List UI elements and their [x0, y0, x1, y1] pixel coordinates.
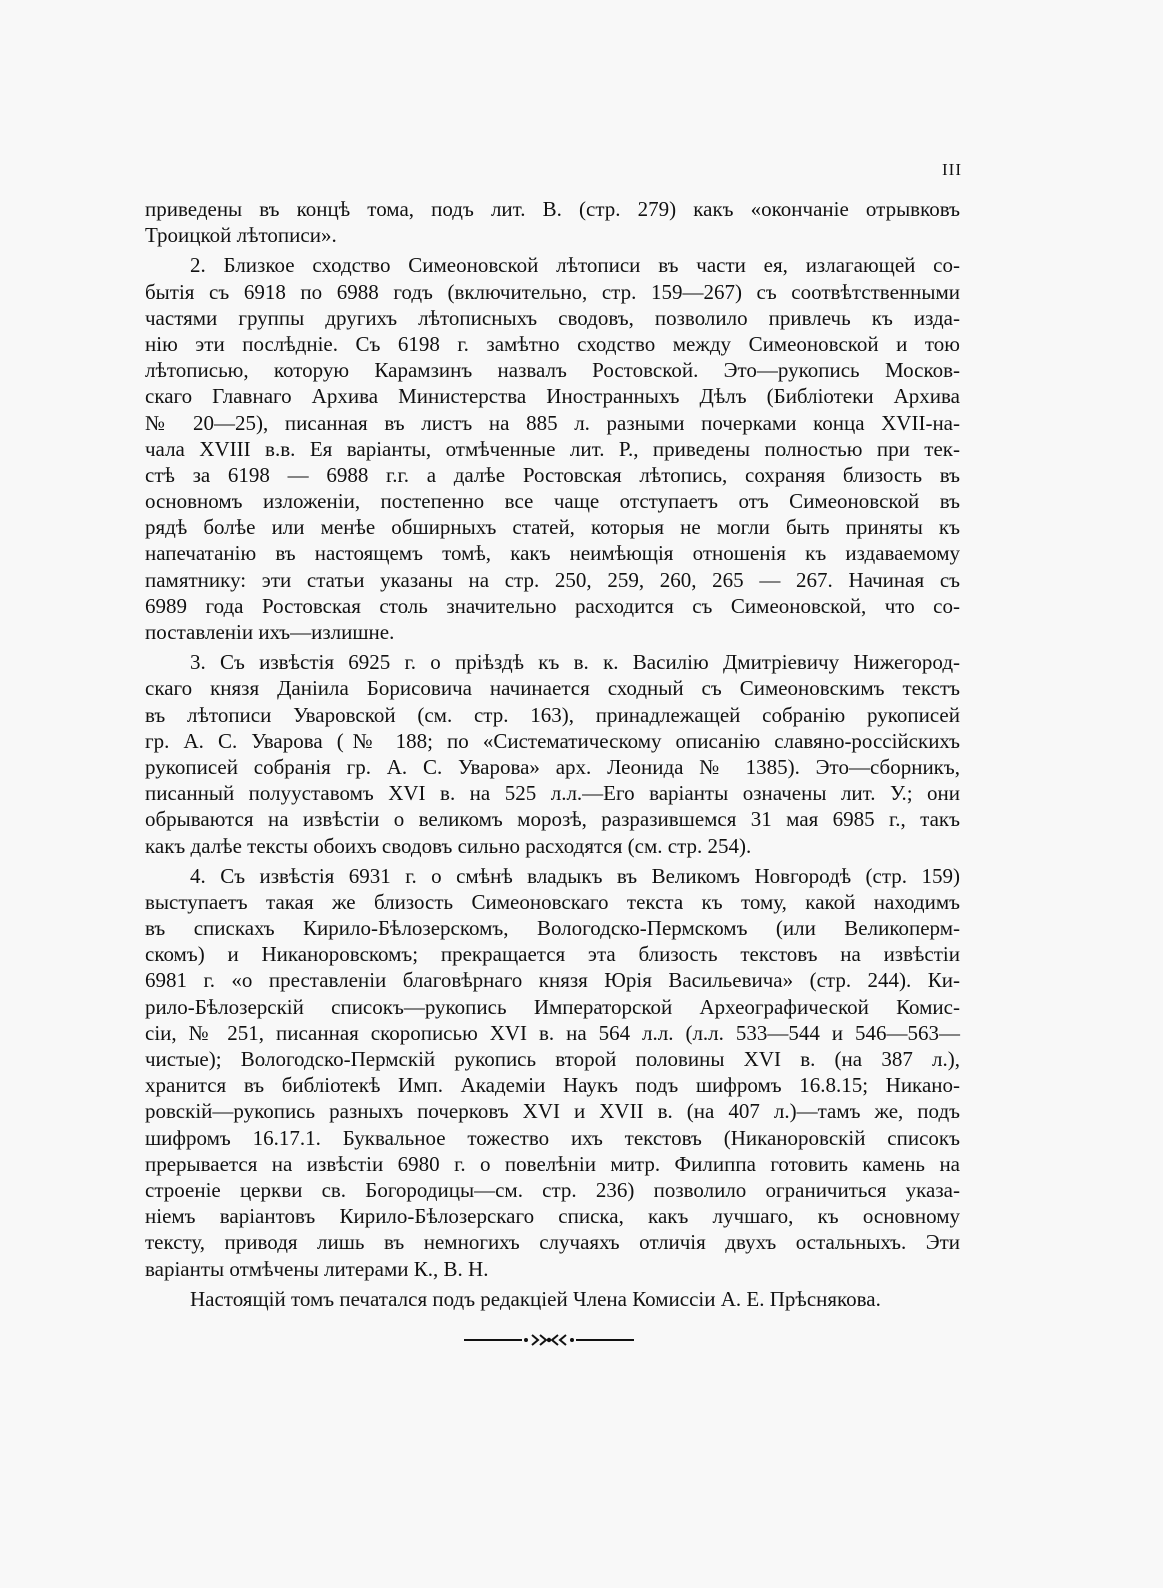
text-line: сіи, № 251, писанная скорописью XVI в. на 564 л.л. (л.л. 533—544 и 546—563—: [145, 1020, 960, 1045]
text-line: 6981 г. «о преставленіи благовѣрнаго князя Юрія Васильевича» (стр. 244). Ки-: [145, 968, 960, 993]
text-line: основномъ изложеніи, постепенно все чаще отступаетъ отъ Симеоновской въ: [145, 489, 960, 514]
text-line: какъ далѣе тексты обоихъ сводовъ сильно расходятся (см. стр. 254).: [145, 833, 752, 858]
text-line: чала XVIII в.в. Ея варіанты, отмѣченные лит. Р., приведены полностью при тек-: [145, 436, 960, 461]
text-line: въ спискахъ Кирило-Бѣлозерскомъ, Вологодско-Пермскомъ (или Великоперм-: [145, 916, 960, 941]
text-line: стѣ за 6198 — 6988 г.г. а далѣе Ростовская лѣтопись, сохраняя близость въ: [145, 462, 960, 487]
text-line: хранится въ библіотекѣ Имп. Академіи Наукъ подъ шифромъ 16.8.15; Никано-: [145, 1073, 960, 1098]
body-text: [145, 196, 960, 1312]
ornament-divider-icon: [464, 1333, 634, 1347]
text-line: № 20—25), писанная въ листъ на 885 л. разными почерками конца XVII-на-: [145, 410, 960, 435]
text-line: чистые); Вологодско-Пермскій рукопись второй половины XVI в. (на 387 л.),: [145, 1047, 960, 1071]
paragraph-3: [145, 649, 960, 859]
text-line: лѣтописью, которую Карамзинъ назвалъ Ростовской. Это—рукопись Москов-: [145, 358, 960, 383]
text-line: скаго князя Даніила Борисовича начинается сходный съ Симеоновскимъ текстъ: [145, 676, 960, 701]
text-line: обрываются на извѣстіи о великомъ морозѣ, разразившемся 31 мая 6985 г., такъ: [145, 807, 960, 832]
text-line: рукописей собранія гр. А. С. Уварова» арх. Леонида № 1385). Это—сборникъ,: [145, 754, 960, 779]
page-number: III: [942, 160, 962, 179]
text-line: памятнику: эти статьи указаны на стр. 250, 259, 260, 265 — 267. Начиная съ: [145, 567, 960, 592]
text-line: варіанты отмѣчены литерами К., В. Н.: [145, 1256, 489, 1281]
editor-note: Настоящій томъ печатался подъ редакціей Члена Комиссіи А. Е. Прѣснякова.: [190, 1286, 881, 1311]
text-line: частями группы другихъ лѣтописныхъ сводовъ, позволило привлечь къ изда-: [145, 305, 960, 330]
text-line: ніемъ варіантовъ Кирило-Бѣлозерскаго списка, какъ лучшаго, къ основному: [145, 1204, 960, 1229]
text-line: 4. Съ извѣстія 6931 г. о смѣнѣ владыкъ въ Великомъ Новгородѣ (стр. 159): [190, 863, 960, 888]
text-line: напечатанію въ настоящемъ томѣ, какъ неимѣющія отношенія къ издаваемому: [145, 541, 960, 566]
text-line: рядѣ болѣе или менѣе обширныхъ статей, которыя не могли быть приняты къ: [145, 515, 960, 540]
text-line: скаго Главнаго Архива Министерства Иностранныхъ Дѣлъ (Библіотеки Архива: [145, 384, 960, 409]
text-line: 3. Съ извѣстія 6925 г. о пріѣздѣ къ в. к. Василію Дмитріевичу Нижегород-: [190, 650, 960, 675]
text-line: скомъ) и Никаноровскомъ; прекращается эта близость текстовъ на извѣстіи: [145, 942, 960, 967]
text-line: Троицкой лѣтописи».: [145, 223, 337, 248]
text-line: писанный полууставомъ XVI в. на 525 л.л.—Его варіанты означены лит. У.; они: [145, 781, 960, 806]
text-line: шифромъ 16.17.1. Буквальное тожество ихъ текстовъ (Никаноровскій списокъ: [145, 1125, 960, 1150]
text-line: ровскій—рукопись разныхъ почерковъ XVI и XVII в. (на 407 л.)—тамъ же, подъ: [145, 1099, 960, 1124]
text-line: выступаетъ такая же близость Симеоновскаго текста къ тому, какой находимъ: [145, 889, 960, 914]
text-line: строеніе церкви св. Богородицы—см. стр. 236) позволило ограничиться указа-: [145, 1177, 960, 1202]
paragraph-4: [145, 863, 960, 1282]
text-line: въ лѣтописи Уваровской (см. стр. 163), принадлежащей собранію рукописей: [145, 702, 960, 727]
text-line: нію эти послѣдніе. Съ 6198 г. замѣтно сходство между Симеоновской и тою: [145, 331, 960, 356]
text-line: поставленіи ихъ—излишне.: [145, 620, 395, 644]
paragraph-continuation: [145, 196, 960, 248]
text-line: прерывается на извѣстіи 6980 г. о повелѣніи митр. Филиппа готовить камень на: [145, 1151, 960, 1176]
text-line: гр. А. С. Уварова (№ 188; по «Систематическому описанію славяно-россійскихъ: [145, 728, 960, 753]
text-line: 2. Близкое сходство Симеоновской лѣтописи въ части ея, излагающей со-: [190, 253, 960, 278]
text-line: 6989 года Ростовская столь значительно расходится съ Симеоновской, что со-: [145, 593, 960, 618]
paragraph-2: [145, 252, 960, 645]
text-line: тексту, приводя лишь въ немногихъ случаяхъ отличія двухъ остальныхъ. Эти: [145, 1230, 960, 1255]
text-line: бытія съ 6918 по 6988 годъ (включительно, стр. 159—267) съ соотвѣтственными: [145, 279, 960, 304]
text-line: рило-Бѣлозерскій списокъ—рукопись Императорской Археографической Комис-: [145, 994, 960, 1019]
text-line: приведены въ концѣ тома, подъ лит. В. (стр. 279) какъ «окончаніе отрывковъ: [145, 197, 960, 221]
